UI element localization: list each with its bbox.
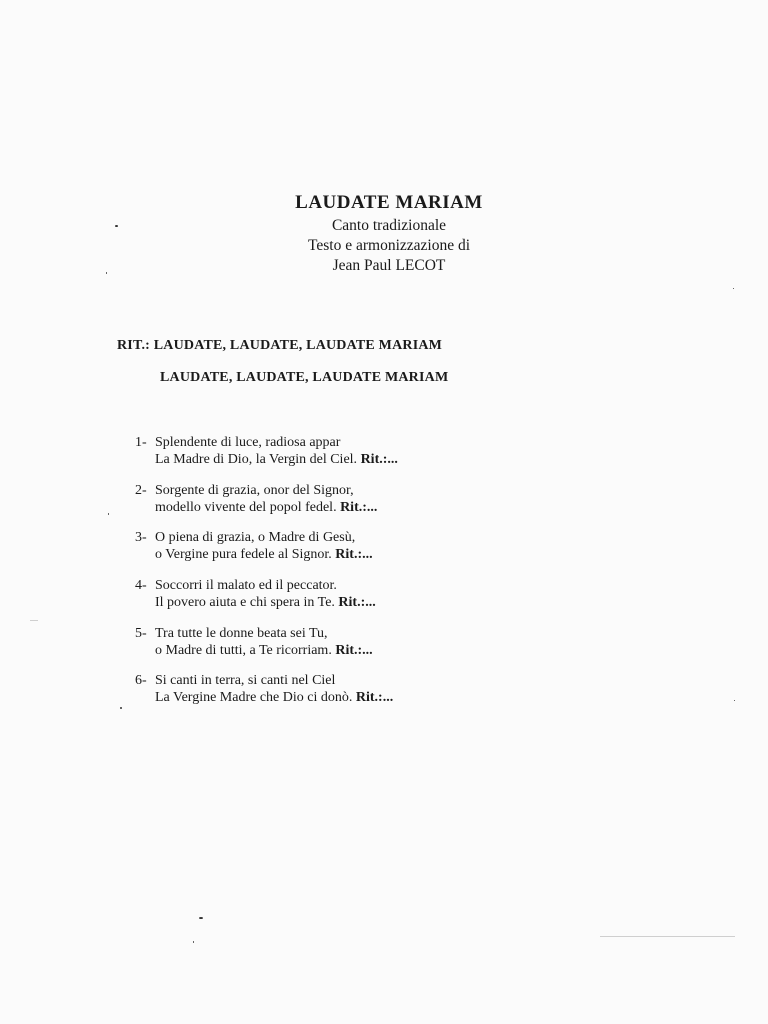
verse-text: La Madre di Dio, la Vergin del Ciel. bbox=[155, 452, 358, 467]
verse-text: Il povero aiuta e chi spera in Te. bbox=[155, 595, 335, 610]
scan-speck bbox=[115, 225, 118, 227]
verse-text: o Madre di tutti, a Te ricorriam. bbox=[155, 643, 332, 658]
verse bbox=[135, 625, 373, 659]
scan-streak bbox=[600, 936, 735, 937]
verse-number: 5- bbox=[135, 626, 147, 641]
scan-speck bbox=[199, 917, 203, 919]
verse-line bbox=[135, 451, 398, 468]
scan-speck bbox=[193, 941, 194, 943]
verse-number: 6- bbox=[135, 673, 147, 688]
song-title: LAUDATE MARIAM bbox=[295, 192, 483, 213]
verse bbox=[135, 529, 373, 563]
verse-line bbox=[135, 482, 377, 499]
scan-speck bbox=[106, 272, 107, 274]
refrain-marker: Rit.:... bbox=[360, 452, 398, 467]
scan-speck bbox=[120, 707, 122, 709]
verse-line bbox=[135, 577, 376, 594]
verse-text: Sorgente di grazia, onor del Signor, bbox=[155, 483, 354, 498]
refrain-marker: Rit.:... bbox=[335, 547, 373, 562]
verse-line bbox=[135, 689, 393, 706]
verse-text: Si canti in terra, si canti nel Ciel bbox=[155, 673, 336, 688]
subtitle-line: Canto tradizionale bbox=[331, 217, 447, 234]
verse-text: Splendente di luce, radiosa appar bbox=[155, 435, 341, 450]
scan-speck bbox=[734, 700, 735, 701]
verse-line bbox=[135, 434, 398, 451]
refrain-line: LAUDATE, LAUDATE, LAUDATE MARIAM bbox=[160, 370, 449, 385]
verse-text: o Vergine pura fedele al Signor. bbox=[155, 547, 332, 562]
verse-line bbox=[135, 529, 373, 546]
verse bbox=[135, 434, 398, 468]
verse-text: Soccorri il malato ed il peccator. bbox=[155, 578, 337, 593]
subtitle-line: Testo e armonizzazione di bbox=[307, 237, 471, 254]
verse-number: 3- bbox=[135, 530, 147, 545]
verse-line bbox=[135, 546, 373, 563]
verse-text: La Vergine Madre che Dio ci donò. bbox=[155, 690, 353, 705]
verse-text: O piena di grazia, o Madre di Gesù, bbox=[155, 530, 356, 545]
verse-number: 2- bbox=[135, 483, 147, 498]
verse bbox=[135, 482, 377, 516]
verse-line bbox=[135, 672, 393, 689]
refrain-marker: Rit.:... bbox=[335, 643, 373, 658]
subtitle-line: Jean Paul LECOT bbox=[332, 257, 446, 274]
refrain-line: RIT.: LAUDATE, LAUDATE, LAUDATE MARIAM bbox=[117, 338, 443, 353]
verse bbox=[135, 577, 376, 611]
refrain-marker: Rit.:... bbox=[340, 500, 378, 515]
verse-text: Tra tutte le donne beata sei Tu, bbox=[155, 626, 328, 641]
verse bbox=[135, 672, 393, 706]
verse-line bbox=[135, 625, 373, 642]
verse-number: 4- bbox=[135, 578, 147, 593]
scan-speck bbox=[108, 513, 109, 515]
refrain-marker: Rit.:... bbox=[338, 595, 376, 610]
refrain-marker: Rit.:... bbox=[355, 690, 394, 705]
verse-text: modello vivente del popol fedel. bbox=[155, 500, 337, 515]
scan-speck bbox=[733, 288, 734, 289]
document-header bbox=[0, 190, 768, 276]
scan-streak bbox=[30, 620, 38, 621]
verse-line bbox=[135, 642, 373, 659]
verse-line bbox=[135, 499, 377, 516]
verse-line bbox=[135, 594, 376, 611]
verse-number: 1- bbox=[135, 435, 147, 450]
